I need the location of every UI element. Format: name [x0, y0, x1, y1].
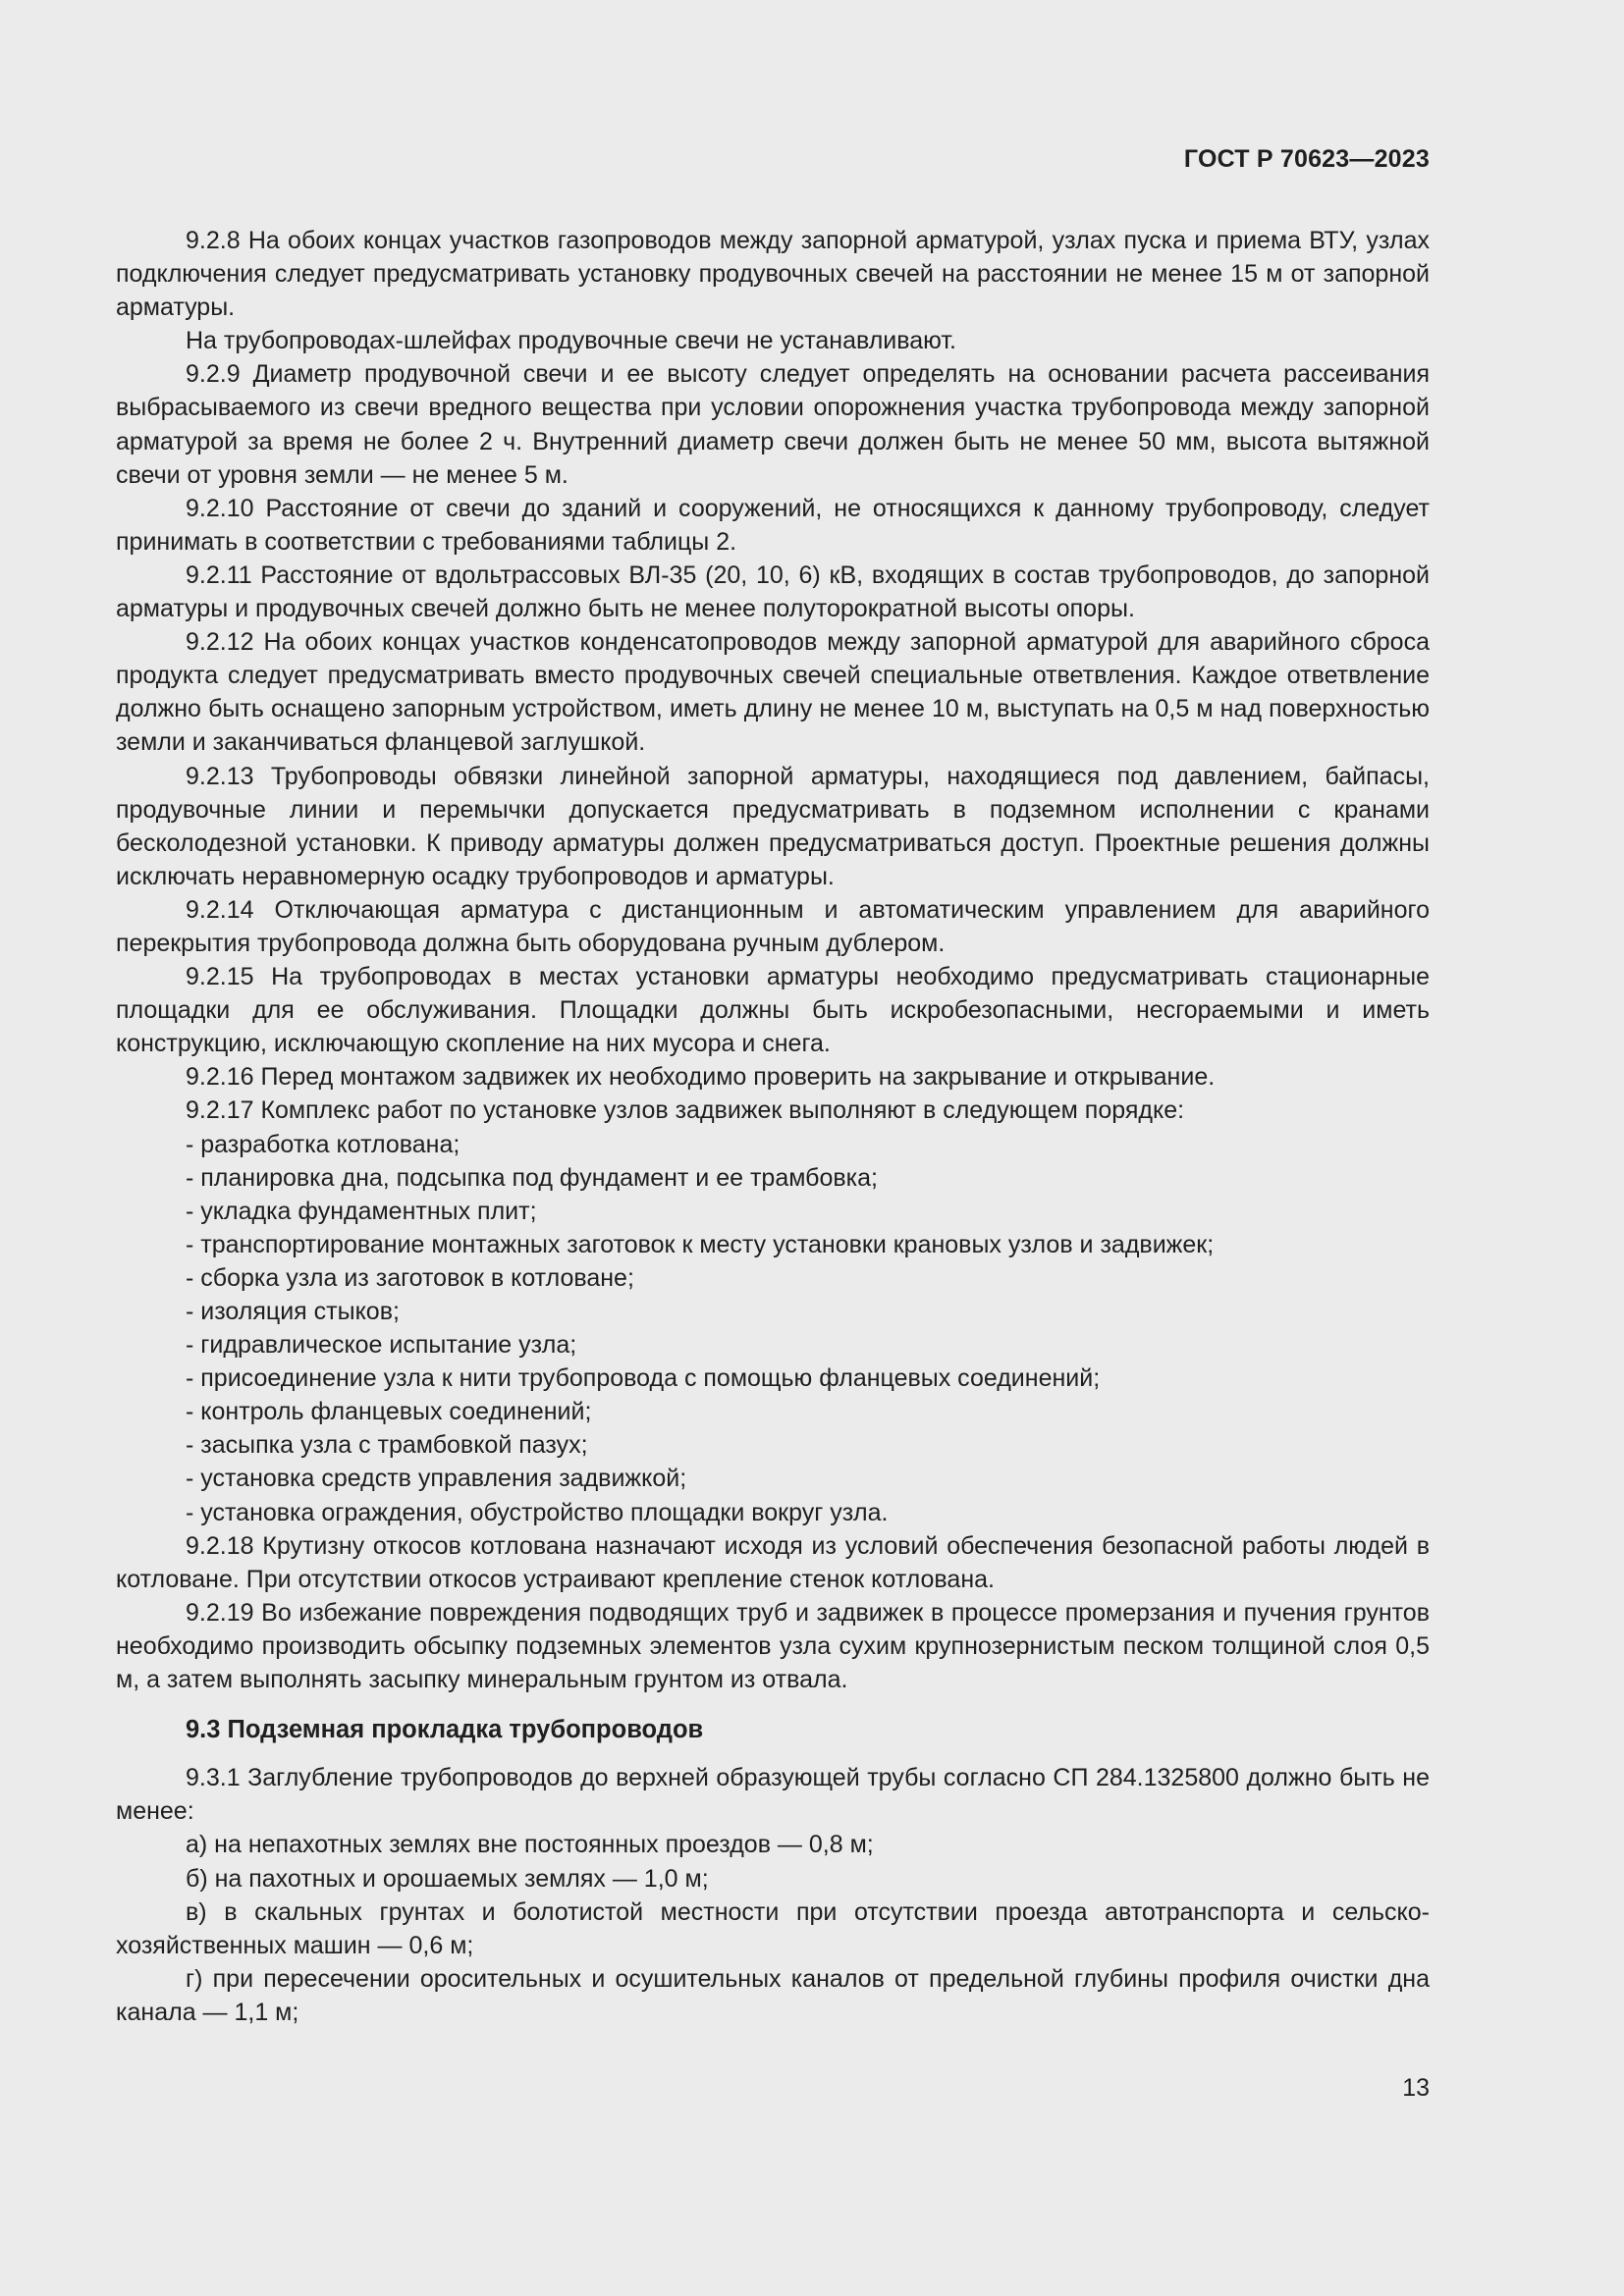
list-item: - контроль фланцевых соединений; — [186, 1398, 592, 1426]
paragraph: г) при пересечении оросительных и осушительных каналов от предельной глубины профиля очистки дна канала — 1,1 м; — [116, 1964, 1430, 2026]
list-item: - планировка дна, подсыпка под фундамент и ее трамбовка; — [186, 1163, 878, 1192]
paragraph: 9.2.9 Диаметр продувочной свечи и ее высоту следует определять на основании расчета рассеивания выбрасываемого из свечи вредного вещества при условии опорожнения участка трубопровода между запорной арматурой за время не более 2 ч. Внутренний диаметр свечи должен быть не менее 50 мм, высота вытяжной свечи от уровня земли — не менее 5 м. — [116, 360, 1430, 489]
paragraph: На трубопроводах-шлейфах продувочные свечи не устанавливают. — [186, 327, 956, 355]
work-order-list — [116, 1128, 1430, 1529]
list-item: - присоединение узла к нити трубопровода с помощью фланцевых соединений; — [186, 1364, 1101, 1393]
list-item: - установка ограждения, обустройство площадки вокруг узла. — [186, 1498, 889, 1526]
list-item: - укладка фундаментных плит; — [186, 1197, 537, 1225]
paragraph: 9.2.8 На обоих концах участков газопроводов между запорной арматурой, узлах пуска и приема ВТУ, узлах подключения следует предусматривать установку продувочных свечей на расстоянии не менее 15 м от запорной арматуры. — [116, 227, 1430, 322]
document-id-header: ГОСТ Р 70623—2023 — [1183, 145, 1430, 173]
paragraph: 9.2.19 Во избежание повреждения подводящих труб и задвижек в процессе промерзания и пучения грунтов необходимо производить обсыпку подземных элементов узла сухим крупнозернистым песком толщиной слоя 0,5 м, а затем выполнять засыпку минеральным грунтом из отвала. — [116, 1598, 1430, 1694]
paragraph: 9.2.11 Расстояние от вдольтрассовых ВЛ-35 (20, 10, 6) кВ, входящих в состав трубопроводов, до запорной арматуры и продувочных свечей должно быть не менее полуторократной высоты опоры. — [116, 561, 1430, 623]
list-item: - сборка узла из заготовок в котловане; — [186, 1263, 634, 1292]
paragraph: 9.3.1 Заглубление трубопроводов до верхней образующей трубы согласно СП 284.1325800 должно быть не менее: — [116, 1764, 1430, 1826]
paragraph: 9.2.12 На обоих концах участков конденсатопроводов между запорной арматурой для аварийного сброса продукта следует предусматривать вместо продувочных свечей специальные ответвления. Каждое ответвление должно быть оснащено запорным устройством, иметь длину не менее 10 м, выступать на 0,5 м над поверхностью земли и заканчиваться фланцевой заглушкой. — [116, 628, 1430, 757]
paragraph: а) на непахотных землях вне постоянных проездов — 0,8 м; — [186, 1831, 874, 1859]
paragraph: 9.2.13 Трубопроводы обвязки линейной запорной арматуры, находящиеся под давлением, байпасы, продувочные линии и перемычки допускается предусматривать в подземном исполнении с кранами бесколодезной установки. К приводу арматуры должен предусматриваться доступ. Проектные решения должны исключать неравномерную осадку трубопроводов и арматуры. — [116, 762, 1430, 890]
document-body — [116, 224, 1430, 2029]
list-item: - транспортирование монтажных заготовок к месту установки крановых узлов и задвижек; — [186, 1230, 1215, 1258]
paragraph: в) в скальных грунтах и болотистой местности при отсутствии проезда автотранспорта и сельскохозяйственных машин — 0,6 м; — [116, 1897, 1430, 1959]
page-number: 13 — [1402, 2074, 1430, 2102]
paragraph: 9.2.17 Комплекс работ по установке узлов задвижек выполняют в следующем порядке: — [186, 1096, 1185, 1125]
paragraph: б) на пахотных и орошаемых землях — 1,0 м; — [186, 1864, 709, 1893]
list-item: - изоляция стыков; — [186, 1298, 400, 1325]
section-heading: 9.3 Подземная прокладка трубопроводов — [186, 1716, 704, 1744]
paragraph: 9.2.16 Перед монтажом задвижек их необходимо проверить на закрывание и открывание. — [186, 1063, 1216, 1092]
list-item: - засыпка узла с трамбовкой пазух; — [186, 1431, 588, 1460]
list-item: - разработка котлована; — [186, 1130, 460, 1158]
paragraph: 9.2.10 Расстояние от свечи до зданий и сооружений, не относящихся к данному трубопроводу, следует принимать в соответствии с требованиями таблицы 2. — [116, 494, 1430, 556]
paragraph: 9.2.18 Крутизну откосов котлована назначают исходя из условий обеспечения безопасной работы людей в котловане. При отсутствии откосов устраивают крепление стенок котлована. — [116, 1531, 1430, 1593]
list-item: - установка средств управления задвижкой; — [186, 1465, 687, 1493]
paragraph: 9.2.15 На трубопроводах в местах установки арматуры необходимо предусматривать стационарные площадки для ее обслуживания. Площадки должны быть искробезопасными, несгораемыми и иметь конструкцию, исключающую скопление на них мусора и снега. — [116, 963, 1430, 1058]
list-item: - гидравлическое испытание узла; — [186, 1331, 577, 1360]
paragraph: 9.2.14 Отключающая арматура с дистанционным и автоматическим управлением для аварийного перекрытия трубопровода должна быть оборудована ручным дублером. — [116, 895, 1430, 957]
